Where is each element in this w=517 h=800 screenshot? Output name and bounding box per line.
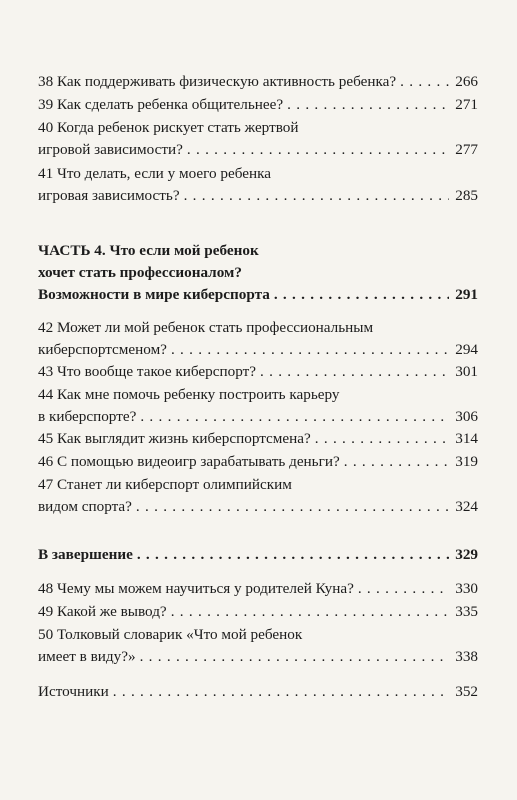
toc-entry-title: 47 Станет ли киберспорт олимпийским	[38, 476, 292, 493]
part-title: ЧАСТЬ 4. Что если мой ребенок	[38, 242, 259, 259]
toc-entry-44	[38, 384, 478, 428]
part-title: В завершение	[38, 546, 133, 563]
toc-entry-38	[38, 71, 478, 93]
leader-dots	[315, 428, 449, 450]
toc-entry-41	[38, 163, 478, 207]
leader-dots	[358, 578, 449, 600]
toc-page-number: 324	[455, 498, 478, 515]
toc-entry-47	[38, 474, 478, 518]
toc-entry-title-cont: игровой зависимости?	[38, 141, 183, 158]
toc-entry-title-cont: киберспортсменом?	[38, 341, 167, 358]
leader-dots	[113, 681, 449, 703]
leader-dots	[400, 71, 449, 93]
toc-page-number: 277	[455, 141, 478, 158]
toc-entry-title: 43 Что вообще такое киберспорт?	[38, 363, 256, 380]
toc-entry-title: 38 Как поддерживать физическую активность ребенка?	[38, 73, 397, 90]
leader-dots	[260, 361, 449, 383]
leader-dots	[136, 496, 449, 518]
toc-page-number: 271	[455, 96, 478, 113]
leader-dots	[171, 339, 449, 361]
toc-page-number: 294	[455, 341, 478, 358]
toc-entry-title-cont: в киберспорте?	[38, 408, 137, 425]
leader-dots	[140, 646, 449, 668]
toc-page-number: 335	[455, 603, 478, 620]
part-title-cont: хочет стать профессионалом?	[38, 264, 242, 281]
toc-entry-title: 49 Какой же вывод?	[38, 603, 167, 620]
toc-page-number: 314	[455, 430, 478, 447]
toc-conclusion	[38, 544, 478, 566]
toc-entry-title: 42 Может ли мой ребенок стать профессиональным	[38, 319, 374, 336]
leader-dots	[344, 451, 449, 473]
toc-entry-title: 46 С помощью видеоигр зарабатывать деньги?	[38, 453, 340, 470]
toc-page-number: 266	[455, 73, 478, 90]
toc-entry-45	[38, 428, 478, 450]
toc-entry-title: 48 Чему мы можем научиться у родителей Куна?	[38, 580, 354, 597]
toc-entry-title: 50 Толковый словарик «Что мой ребенок	[38, 626, 303, 643]
toc-page-number: 291	[455, 286, 478, 303]
toc-entry-42	[38, 317, 478, 361]
toc-entry-title-cont: видом спорта?	[38, 498, 132, 515]
leader-dots	[140, 406, 449, 428]
toc-page-number: 301	[455, 363, 478, 380]
toc-entry-title: 40 Когда ребенок рискует стать жертвой	[38, 119, 299, 136]
toc-entry-title-cont: имеет в виду?»	[38, 648, 136, 665]
toc-entry-title: 39 Как сделать ребенка общительнее?	[38, 96, 284, 113]
toc-page-number: 319	[455, 453, 478, 470]
toc-entry-48	[38, 578, 478, 600]
part-title-cont: Возможности в мире киберспорта	[38, 286, 270, 303]
toc-page-number: 330	[455, 580, 478, 597]
toc-entry-39	[38, 94, 478, 116]
toc-entry-title: Источники	[38, 683, 109, 700]
leader-dots	[274, 284, 449, 306]
leader-dots	[137, 544, 449, 566]
toc-entry-50	[38, 624, 478, 668]
toc-page-number: 306	[455, 408, 478, 425]
toc-entry-title: 44 Как мне помочь ребенку построить карьеру	[38, 386, 340, 403]
toc-entry-43	[38, 361, 478, 383]
toc-page-number: 329	[455, 546, 478, 563]
toc-entry-title: 45 Как выглядит жизнь киберспортсмена?	[38, 430, 311, 447]
toc-entry-49	[38, 601, 478, 623]
leader-dots	[184, 185, 449, 207]
toc-entry-40	[38, 117, 478, 161]
toc-page-number: 352	[455, 683, 478, 700]
toc-entry-46	[38, 451, 478, 473]
toc-part-4	[38, 240, 478, 306]
leader-dots	[187, 139, 449, 161]
toc-entry-title-cont: игровая зависимость?	[38, 187, 180, 204]
toc-entry-title: 41 Что делать, если у моего ребенка	[38, 165, 271, 182]
toc-page-number: 338	[455, 648, 478, 665]
leader-dots	[171, 601, 449, 623]
toc-page-number: 285	[455, 187, 478, 204]
toc-sources	[38, 681, 478, 703]
leader-dots	[287, 94, 449, 116]
